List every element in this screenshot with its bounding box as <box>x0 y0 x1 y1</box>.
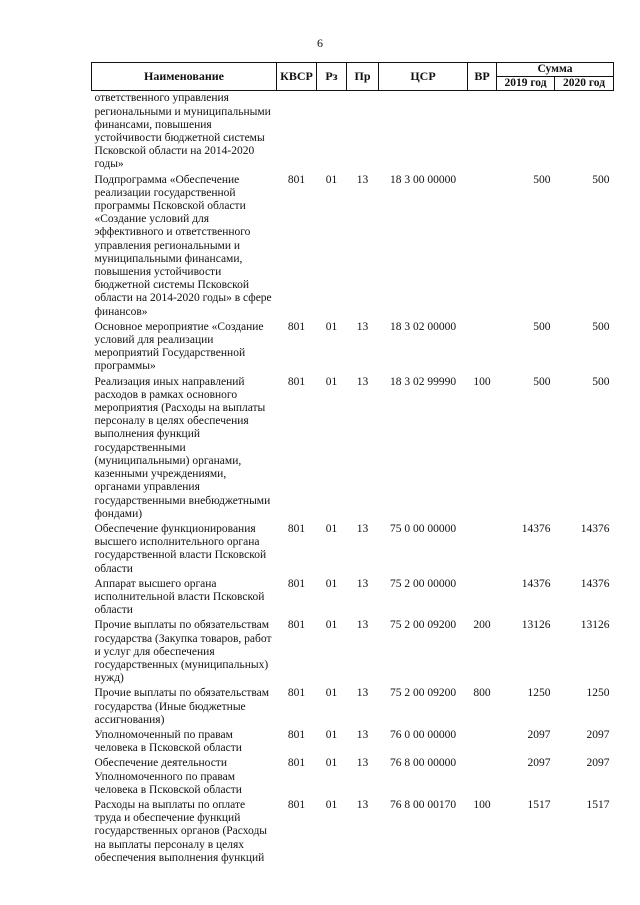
row-pr: 13 <box>356 798 369 811</box>
row-rz: 01 <box>325 619 338 632</box>
row-vr <box>468 578 497 620</box>
row-csr: 75 0 00 00000 <box>389 522 457 535</box>
row-rz: 01 <box>325 320 338 333</box>
row-pr: 13 <box>356 522 369 535</box>
row-sum-2020: 13126 <box>580 619 610 632</box>
row-kvsr: 801 <box>287 798 306 811</box>
row-vr: 200 <box>473 619 491 632</box>
header-name: Наименование <box>92 63 277 91</box>
row-sum-2019: 14376 <box>521 577 551 590</box>
row-rz: 01 <box>325 728 338 741</box>
row-pr: 13 <box>356 375 369 388</box>
row-name: Прочие выплаты по обязательствам государства (Иные бюджетные ассигнования) <box>94 687 270 726</box>
table-row <box>92 619 614 687</box>
row-kvsr: 801 <box>287 320 306 333</box>
table-row <box>92 174 614 321</box>
row-name: ответственного управления региональными и муниципальными финансами, повышения устойчивости бюджетной системы Псковской области на 2014-2020 годы» <box>94 92 271 171</box>
row-rz: 01 <box>325 757 338 770</box>
row-csr: 76 8 00 00000 <box>389 757 457 770</box>
row-kvsr: 801 <box>287 728 306 741</box>
table-row <box>92 799 614 867</box>
table-row <box>92 376 614 523</box>
header-rz: Рз <box>317 63 347 91</box>
row-kvsr: 801 <box>287 522 306 535</box>
row-rz: 01 <box>325 687 338 700</box>
row-sum-2019: 500 <box>533 173 551 186</box>
row-vr <box>468 174 497 321</box>
row-kvsr <box>277 91 317 174</box>
row-sum-2020: 1250 <box>586 687 610 700</box>
row-csr: 18 3 02 99990 <box>389 375 457 388</box>
row-vr <box>468 91 497 174</box>
row-name: Обеспечение функционирования высшего исполнительного органа государственной власти Псковской области <box>94 522 267 575</box>
row-sum-2020: 500 <box>592 375 610 388</box>
page-number: 6 <box>317 36 323 50</box>
header-kvsr: КВСР <box>277 63 317 91</box>
row-name: Уполномоченный по правам человека в Псковской области <box>94 728 242 755</box>
row-pr: 13 <box>356 619 369 632</box>
row-pr: 13 <box>356 320 369 333</box>
row-pr: 13 <box>356 577 369 590</box>
row-kvsr: 801 <box>287 173 306 186</box>
row-sum-2020: 14376 <box>580 577 610 590</box>
row-csr: 76 8 00 00170 <box>389 798 457 811</box>
row-vr: 800 <box>473 687 491 700</box>
row-vr <box>468 757 497 799</box>
header-2020: 2020 год <box>555 77 614 91</box>
row-csr: 76 0 00 00000 <box>389 728 457 741</box>
row-pr: 13 <box>356 728 369 741</box>
row-rz <box>317 91 347 174</box>
header-pr: Пр <box>347 63 379 91</box>
row-csr: 75 2 00 00000 <box>389 577 457 590</box>
row-sum-2020: 2097 <box>586 728 610 741</box>
row-vr: 100 <box>473 798 491 811</box>
row-vr <box>468 523 497 578</box>
row-sum-2020: 500 <box>592 173 610 186</box>
table-row <box>92 578 614 620</box>
row-rz: 01 <box>325 798 338 811</box>
row-sum-2019 <box>497 91 555 174</box>
row-kvsr: 801 <box>287 577 306 590</box>
budget-table <box>91 62 614 867</box>
row-kvsr: 801 <box>287 619 306 632</box>
header-sum: Сумма <box>497 63 614 77</box>
table-row <box>92 523 614 578</box>
row-kvsr: 801 <box>287 757 306 770</box>
row-sum-2020 <box>555 91 614 174</box>
row-name: Подпрограмма «Обеспечение реализации государственной программы Псковской области «Создание условий для эффективного и ответственного управления региональными и муниципальными финансами, повышения устойчивости бюджетной системы Псковской области на 2014-2020 годы» в сфере финансов» <box>94 173 272 318</box>
row-name: Прочие выплаты по обязательствам государства (Закупка товаров, работ и услуг для обеспечения государственных (муниципальных) нужд) <box>94 619 272 685</box>
row-sum-2019: 1517 <box>527 798 551 811</box>
row-sum-2019: 2097 <box>527 728 551 741</box>
table-row <box>92 91 614 174</box>
row-csr: 18 3 00 00000 <box>389 173 457 186</box>
table-row <box>92 321 614 376</box>
row-csr: 18 3 02 00000 <box>389 320 457 333</box>
row-name: Основное мероприятие «Создание условий для реализации мероприятий Государственной программы» <box>94 320 264 373</box>
row-csr: 75 2 00 09200 <box>389 619 457 632</box>
row-rz: 01 <box>325 173 338 186</box>
row-vr: 100 <box>473 375 491 388</box>
row-csr: 75 2 00 09200 <box>389 687 457 700</box>
header-2019: 2019 год <box>497 77 555 91</box>
header-csr: ЦСР <box>379 63 468 91</box>
row-vr <box>468 321 497 376</box>
row-sum-2019: 1250 <box>527 687 551 700</box>
row-sum-2019: 13126 <box>521 619 551 632</box>
row-sum-2019: 500 <box>533 320 551 333</box>
row-pr: 13 <box>356 757 369 770</box>
row-sum-2020: 14376 <box>580 522 610 535</box>
row-sum-2019: 14376 <box>521 522 551 535</box>
row-kvsr: 801 <box>287 375 306 388</box>
header-vr: ВР <box>468 63 497 91</box>
row-sum-2019: 500 <box>533 375 551 388</box>
row-name: Аппарат высшего органа исполнительной власти Псковской области <box>94 577 265 617</box>
row-sum-2019: 2097 <box>527 757 551 770</box>
row-rz: 01 <box>325 375 338 388</box>
row-rz: 01 <box>325 522 338 535</box>
row-sum-2020: 2097 <box>586 757 610 770</box>
row-kvsr: 801 <box>287 687 306 700</box>
row-sum-2020: 500 <box>592 320 610 333</box>
table-row <box>92 687 614 729</box>
table-row <box>92 729 614 757</box>
row-rz: 01 <box>325 577 338 590</box>
row-name: Обеспечение деятельности Уполномоченного по правам человека в Псковской области <box>94 757 242 796</box>
table-row <box>92 757 614 799</box>
row-name: Реализация иных направлений расходов в рамках основного мероприятия (Расходы на выплаты персоналу в целях обеспечения выполнения функций государственными (муниципальными) органами, казенными учреждениями, органами управления государственными внебюджетными фондами) <box>94 375 271 520</box>
row-pr: 13 <box>356 173 369 186</box>
row-pr <box>347 91 379 174</box>
row-pr: 13 <box>356 687 369 700</box>
row-csr <box>379 91 468 174</box>
row-name: Расходы на выплаты по оплате труда и обеспечение функций государственных органов (Расходы на выплаты персоналу в целях обеспечения выполнения функций <box>94 798 268 864</box>
row-sum-2020: 1517 <box>586 798 610 811</box>
row-vr <box>468 729 497 757</box>
